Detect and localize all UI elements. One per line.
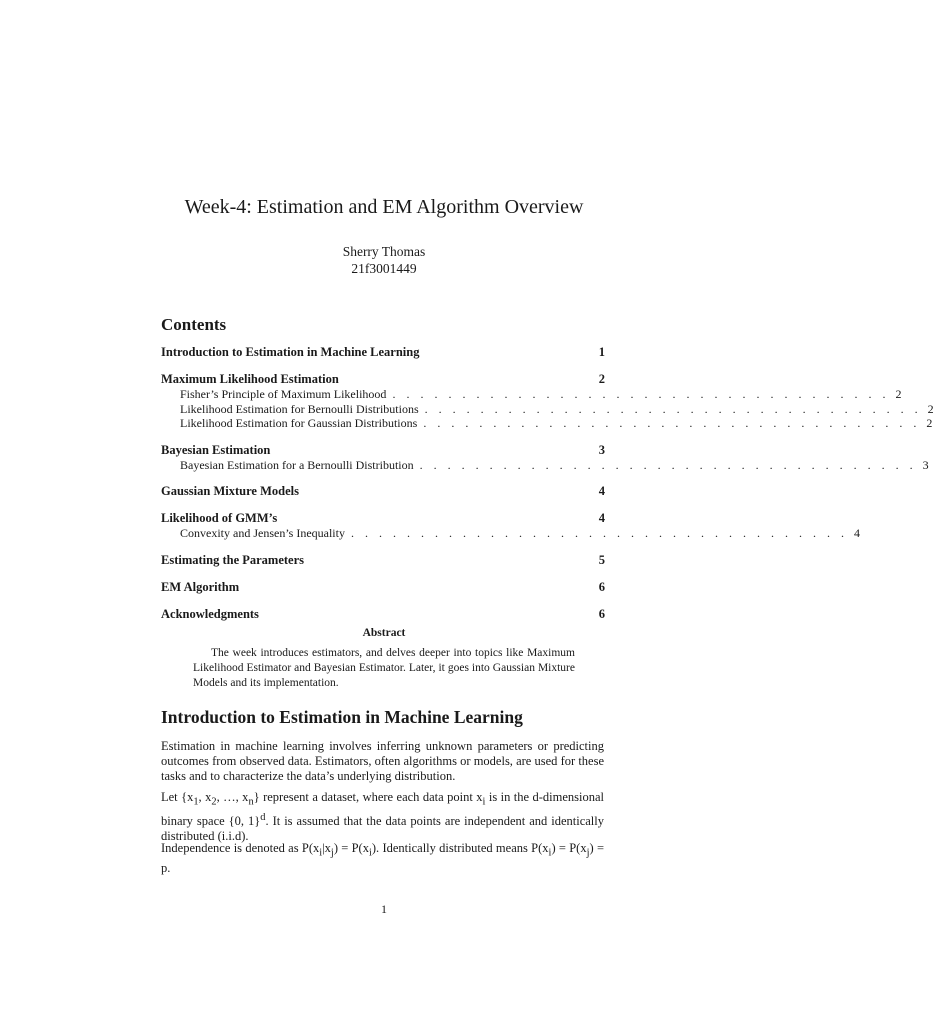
- toc-leader-dots: . . . . . . . . . . . . . . . . . . . . . . . . . . . . . . . . . . . .: [419, 457, 917, 472]
- toc-section-entry[interactable]: [161, 511, 605, 526]
- toc-subsection-page: 2: [895, 387, 902, 401]
- toc-section-title: Maximum Likelihood Estimation: [161, 372, 339, 386]
- toc-group: [161, 580, 605, 595]
- table-of-contents: [161, 345, 934, 634]
- toc-subsection-page: 3: [922, 457, 929, 472]
- toc-group: [161, 345, 605, 360]
- toc-subsection-page: 2: [927, 401, 934, 416]
- abstract-heading: Abstract: [362, 627, 406, 639]
- toc-section-page: 4: [598, 511, 605, 525]
- paragraph: Independence is denoted as $P(x_i|x_j) = P(x_i)$. Identically distributed means $P(x_i) = P(x_j) = p$.: [161, 841, 604, 875]
- toc-subsection-title: Fisher’s Principle of Maximum Likelihood: [180, 387, 387, 401]
- toc-section-page: 3: [598, 442, 605, 457]
- author-name: Sherry Thomas: [342, 244, 426, 259]
- toc-leader-dots: . . . . . . . . . . . . . . . . . . . . . . . . . . . . . . . . . . . .: [350, 526, 848, 540]
- abstract-body: The week introduces estimators, and delves deeper into topics like Maximum Likelihood Estimator and Bayesian Estimator. Later, it goes into Gaussian Mixture Models and its implementation.: [193, 647, 575, 689]
- toc-section-entry[interactable]: [161, 607, 605, 622]
- page-number: 1: [381, 902, 387, 916]
- toc-group: [161, 484, 605, 499]
- roll-number: 21f3001449: [351, 261, 417, 276]
- toc-subsection-entry[interactable]: [161, 401, 934, 417]
- toc-section-entry[interactable]: [161, 443, 605, 458]
- paragraph: Estimation in machine learning involves inferring unknown parameters or predicting outcomes from observed data. Estimators, often algorithms or models, are used for these tasks and to characterize the data’s underlying distribution.: [161, 739, 604, 783]
- paragraph: Let {$x_1$, $x_2$, …, $x_n$} represent a dataset, where each data point $x_i$ is in the d-dimensional binary space {0, 1}$^d$. It is assumed that the data points are independent and identically distributed (i.i.d).: [161, 790, 604, 843]
- toc-subsection-entry[interactable]: [161, 457, 929, 473]
- toc-section-page: 4: [598, 484, 605, 498]
- toc-section-title: Likelihood of GMM’s: [161, 511, 278, 525]
- document-title: Week-4: Estimation and EM Algorithm Overview: [184, 196, 584, 218]
- toc-section-page: 5: [598, 552, 605, 567]
- toc-section-title: Introduction to Estimation in Machine Learning: [161, 345, 420, 359]
- toc-group: [161, 511, 860, 541]
- toc-section-title: EM Algorithm: [161, 579, 240, 594]
- toc-subsection-title: Convexity and Jensen’s Inequality: [180, 526, 345, 540]
- toc-section-title: Acknowledgments: [161, 606, 259, 621]
- toc-section-page: 6: [598, 579, 605, 594]
- toc-group: [161, 442, 929, 473]
- toc-section-entry[interactable]: [161, 484, 605, 499]
- toc-subsection-title: Likelihood Estimation for Gaussian Distributions: [180, 416, 418, 430]
- section-heading: Introduction to Estimation in Machine Learning: [161, 707, 523, 727]
- toc-section-entry[interactable]: [161, 345, 605, 360]
- toc-subsection-title: Bayesian Estimation for a Bernoulli Distribution: [180, 457, 414, 472]
- toc-subsection-entry[interactable]: [161, 416, 933, 431]
- toc-subsection-page: 4: [853, 526, 860, 540]
- toc-section-title: Estimating the Parameters: [161, 552, 305, 567]
- toc-heading: Contents: [161, 315, 227, 334]
- toc-subsection-title: Likelihood Estimation for Bernoulli Distributions: [180, 401, 419, 416]
- toc-subsection-entry[interactable]: [161, 387, 902, 402]
- toc-subsection-entry[interactable]: [161, 526, 860, 541]
- toc-section-page: 2: [598, 372, 605, 386]
- toc-section-entry[interactable]: [161, 580, 605, 595]
- toc-leader-dots: . . . . . . . . . . . . . . . . . . . . . . . . . . . . . . . . . . . .: [424, 401, 922, 416]
- toc-leader-dots: . . . . . . . . . . . . . . . . . . . . . . . . . . . . . . . . . . . .: [423, 416, 921, 430]
- toc-section-entry[interactable]: [161, 553, 605, 568]
- toc-section-title: Gaussian Mixture Models: [161, 484, 299, 498]
- toc-group: [161, 553, 605, 568]
- toc-subsection-page: 2: [926, 416, 933, 430]
- toc-section-title: Bayesian Estimation: [161, 442, 271, 457]
- toc-section-entry[interactable]: [161, 372, 605, 387]
- toc-section-page: 6: [598, 606, 605, 621]
- toc-section-page: 1: [598, 345, 605, 359]
- toc-leader-dots: . . . . . . . . . . . . . . . . . . . . . . . . . . . . . . . . . . . .: [392, 387, 890, 401]
- toc-group: [161, 372, 934, 431]
- toc-group: [161, 607, 605, 622]
